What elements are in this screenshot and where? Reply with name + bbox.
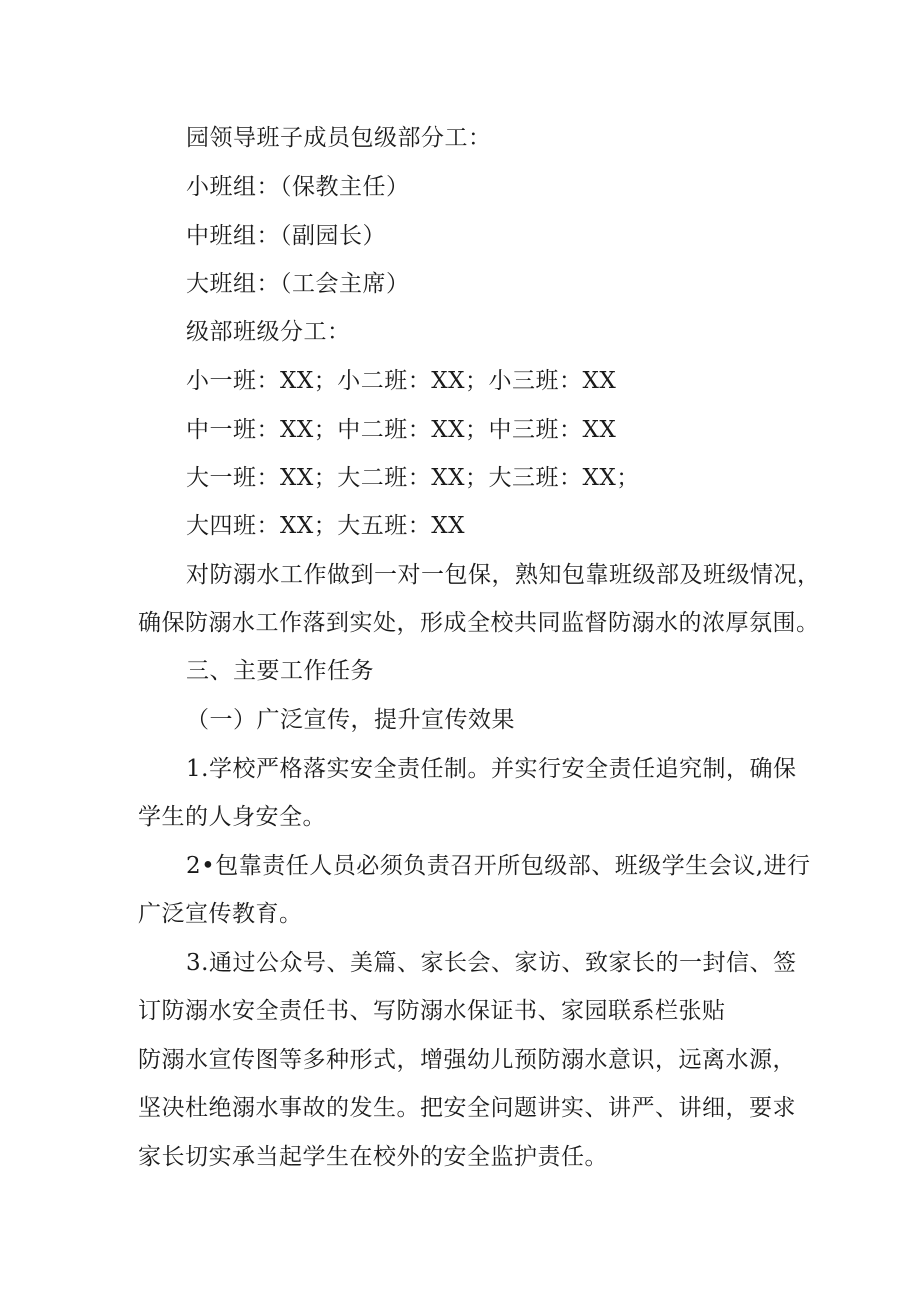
item-1-line1: 1.学校严格落实安全责任制。并实行安全责任追究制，确保 <box>186 756 797 782</box>
paragraph-leadership-division: 园领导班子成员包级部分工： <box>186 125 492 151</box>
paragraph-small-classes: 小一班：XX；小二班：XX；小三班：XX <box>186 368 617 394</box>
paragraph-one-to-one-line1: 对防溺水工作做到一对一包保，熟知包靠班级部及班级情况， <box>186 562 821 588</box>
paragraph-small-class-group: 小班组：（保教主任） <box>186 174 410 200</box>
item-2-line1: 2•包靠责任人员必须负责召开所包级部、班级学生会议,进行 <box>186 853 811 879</box>
item-2-line2: 广泛宣传教育。 <box>138 901 303 927</box>
paragraph-large-class-group: 大班组：（工会主席） <box>186 271 410 297</box>
item-3-line4: 坚决杜绝溺水事故的发生。把安全问题讲实、讲严、讲细，要求 <box>138 1095 796 1121</box>
section-heading-main-tasks: 三、主要工作任务 <box>186 658 374 684</box>
subsection-heading-publicity: （一）广泛宣传，提升宣传效果 <box>186 707 515 733</box>
item-3-line2: 订防溺水安全责任书、写防溺水保证书、家园联系栏张贴 <box>138 998 726 1024</box>
item-3-line3: 防溺水宣传图等多种形式，增强幼儿预防溺水意识，远离水源， <box>138 1047 796 1073</box>
item-1-line2: 学生的人身安全。 <box>138 804 326 830</box>
item-3-line5: 家长切实承当起学生在校外的安全监护责任。 <box>138 1144 608 1170</box>
paragraph-middle-class-group: 中班组：（副园长） <box>186 223 386 249</box>
paragraph-grade-class-division: 级部班级分工： <box>186 319 351 345</box>
paragraph-one-to-one-line2: 确保防溺水工作落到实处，形成全校共同监督防溺水的浓厚氛围。 <box>138 610 820 636</box>
paragraph-middle-classes: 中一班：XX；中二班：XX；中三班：XX <box>186 417 617 443</box>
paragraph-large-classes-cont: 大四班：XX；大五班：XX <box>186 513 465 539</box>
item-3-line1: 3.通过公众号、美篇、家长会、家访、致家长的一封信、签 <box>186 950 797 976</box>
paragraph-large-classes: 大一班：XX；大二班：XX；大三班：XX； <box>186 465 640 491</box>
